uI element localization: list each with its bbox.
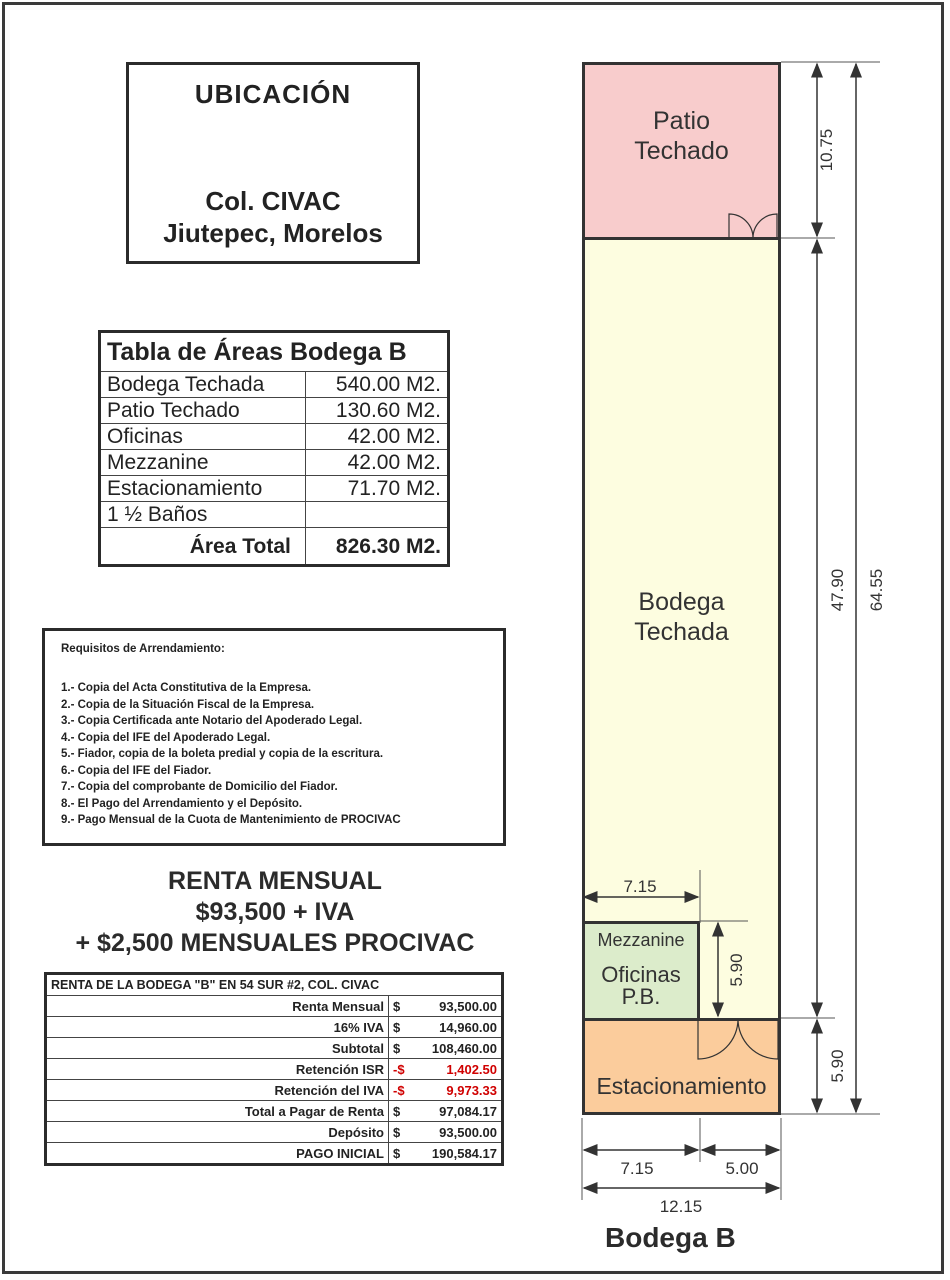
location-city: Jiutepec, Morelos	[163, 218, 383, 248]
payment-row-label: PAGO INICIAL	[46, 1143, 389, 1165]
dim-estac: 5.90	[828, 1049, 847, 1083]
areas-row-value: 42.00 M2.	[305, 450, 448, 476]
payment-row-currency: $	[393, 1145, 401, 1161]
areas-row-value: 540.00 M2.	[305, 372, 448, 398]
requirement-item: 8.- El Pago del Arrendamiento y el Depósito.	[61, 797, 303, 810]
dim-patio: 10.75	[817, 128, 836, 172]
room-estacionamiento-label: Estacionamiento	[596, 1072, 767, 1099]
dim-bottom-left: 7.15	[620, 1159, 654, 1178]
dim-bodega: 47.90	[828, 568, 847, 612]
room-patio-label: Patio Techado	[634, 107, 729, 165]
areas-row-value: 71.70 M2.	[305, 476, 448, 502]
areas-row-value: 42.00 M2.	[305, 424, 448, 450]
location-colonia: Col. CIVAC	[205, 186, 341, 216]
payment-row-value: 93,500.00	[439, 998, 497, 1014]
requirement-item: 1.- Copia del Acta Constitutiva de la Empresa.	[61, 682, 312, 694]
requirement-item: 6.- Copia del IFE del Fiador.	[61, 764, 212, 777]
areas-row-label: Estacionamiento	[100, 476, 306, 502]
payment-row-label: 16% IVA	[46, 1017, 389, 1038]
rent-summary-amount: $93,500 + IVA	[195, 898, 355, 926]
payment-table-caption: RENTA DE LA BODEGA "B" EN 54 SUR #2, COL. CIVAC	[46, 974, 503, 996]
payment-row-currency: $	[393, 1124, 401, 1140]
payment-row-label: Renta Mensual	[46, 996, 389, 1017]
requirement-item: 7.- Copia del comprobante de Domicilio del Fiador.	[61, 781, 338, 793]
room-mezzanine-label: Mezzanine	[597, 930, 685, 950]
payment-row-label: Depósito	[46, 1122, 389, 1143]
areas-total-label: Área Total	[100, 528, 306, 566]
payment-row-currency: $	[393, 1103, 401, 1119]
door-icon-estac-right	[738, 1019, 778, 1059]
areas-row-label: Mezzanine	[100, 450, 306, 476]
room-oficinas-label: Oficinas P.B.	[601, 962, 681, 1009]
payment-row-value: 93,500.00	[439, 1124, 497, 1140]
payment-row-label: Retención ISR	[46, 1059, 389, 1080]
dimension-lines	[584, 64, 856, 1188]
areas-table-title: Tabla de Áreas Bodega B	[100, 332, 449, 372]
areas-row-label: Patio Techado	[100, 398, 306, 424]
requirements-title: Requisitos de Arrendamiento:	[61, 643, 225, 655]
areas-row-label: 1 ½ Baños	[100, 502, 306, 528]
areas-row-label: Oficinas	[100, 424, 306, 450]
door-icon-estac-left	[698, 1019, 738, 1059]
plan-label: Bodega B	[605, 1222, 736, 1253]
payment-row-value: 97,084.17	[439, 1103, 497, 1119]
rent-summary-fee: + $2,500 MENSUALES PROCIVAC	[75, 929, 475, 957]
dim-total: 64.55	[867, 568, 886, 612]
rent-summary-title: RENTA MENSUAL	[168, 867, 382, 895]
room-bodega-label: Bodega Techada	[634, 587, 729, 646]
requirement-item: 9.- Pago Mensual de la Cuota de Mantenimiento de PROCIVAC	[61, 814, 401, 826]
requirement-item: 5.- Fiador, copia de la boleta predial y copia de la escritura.	[61, 748, 384, 760]
payment-row-value: 190,584.17	[431, 1145, 497, 1161]
payment-row-value: 108,460.00	[431, 1040, 497, 1056]
dim-oficina-width: 7.15	[623, 877, 657, 896]
payment-row-label: Retención del IVA	[46, 1080, 389, 1101]
requirement-item: 3.- Copia Certificada ante Notario del Apoderado Legal.	[61, 715, 363, 727]
payment-row-label: Subtotal	[46, 1038, 389, 1059]
door-icons	[698, 214, 778, 1059]
dim-bottom-right: 5.00	[725, 1159, 759, 1178]
payment-row-currency: $	[393, 998, 401, 1014]
payment-row-currency: $	[393, 1019, 401, 1035]
areas-row-label: Bodega Techada	[100, 372, 306, 398]
payment-row-value: 1,402.50	[446, 1061, 497, 1077]
payment-row-currency: -$	[393, 1082, 405, 1098]
areas-row-value: 130.60 M2.	[305, 398, 448, 424]
payment-row-currency: -$	[393, 1061, 405, 1077]
dim-oficina: 5.90	[727, 953, 746, 987]
door-icon-patio-left	[729, 214, 753, 238]
payment-row-label: Total a Pagar de Renta	[46, 1101, 389, 1122]
payment-row-currency: $	[393, 1040, 401, 1056]
requirement-item: 2.- Copia de la Situación Fiscal de la Empresa.	[61, 698, 315, 711]
areas-total-value: 826.30 M2.	[305, 528, 448, 566]
payment-row-value: 9,973.33	[446, 1082, 497, 1098]
payment-row-value: 14,960.00	[439, 1019, 497, 1035]
location-title: UBICACIÓN	[194, 79, 352, 109]
requirement-item: 4.- Copia del IFE del Apoderado Legal.	[61, 731, 271, 744]
dim-bottom-total: 12.15	[659, 1197, 703, 1216]
extension-lines	[582, 62, 880, 1200]
door-icon-patio-right	[753, 214, 777, 238]
